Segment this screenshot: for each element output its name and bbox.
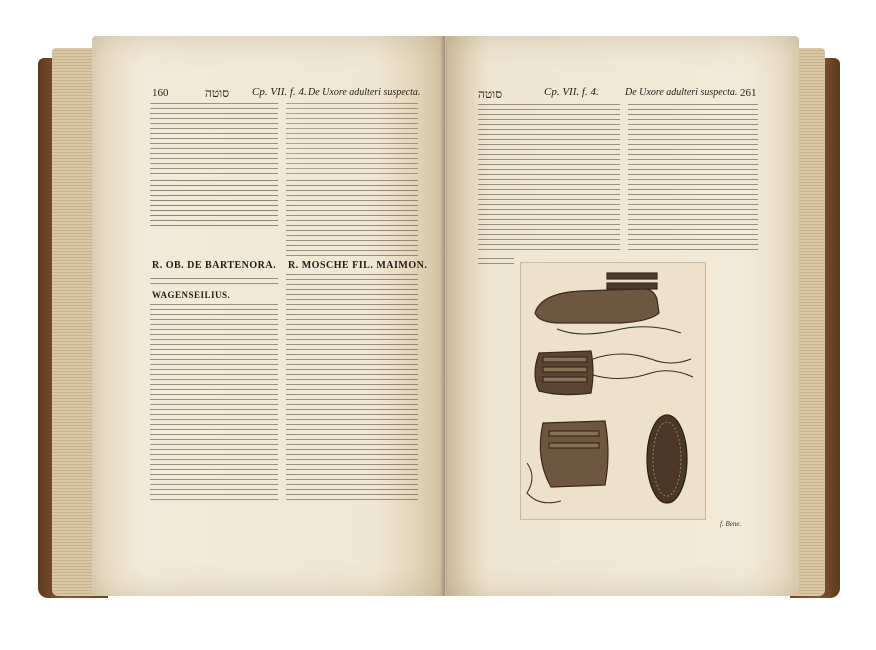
shoe-3-strap (549, 443, 599, 448)
hebrew-line (150, 278, 278, 286)
shoe-engraving (521, 263, 705, 519)
right-page-number: 261 (740, 87, 757, 99)
section-heading-maimon: R. MOSCHE FIL. MAIMON. (288, 260, 428, 271)
shoe-2-strap (543, 377, 587, 382)
right-running-head-hebrew: סוטה (478, 87, 503, 101)
section-heading-bartenora: R. OB. DE BARTENORA. (152, 260, 277, 271)
left-column-text-italic (286, 103, 418, 175)
engraving-plate (520, 262, 706, 520)
commentary-text-right (286, 274, 418, 500)
lace-2 (593, 371, 693, 379)
shoe-2-strap (543, 367, 587, 372)
hebrew-text-block (150, 180, 278, 230)
right-running-head-title: De Uxore adulteri suspecta. (625, 87, 738, 98)
right-page-footer-line (478, 258, 514, 268)
wagenseilius-label: WAGENSEILIUS. (152, 290, 231, 300)
shoe-1-strap (607, 273, 657, 279)
right-page-text-right (628, 104, 758, 254)
lace-1 (557, 327, 681, 334)
shoe-1 (535, 289, 659, 323)
shoe-1-strap (607, 283, 657, 289)
right-running-head-ms: Cp. VII. f. 4. (544, 86, 599, 98)
left-running-head-title: De Uxore adulteri suspecta. (308, 87, 421, 98)
shoe-3-strap (549, 431, 599, 436)
lace-2 (593, 354, 691, 363)
commentary-text-left (150, 304, 278, 500)
plate-caption: f. Bene. (720, 520, 742, 528)
left-column-text (150, 103, 278, 175)
right-column-text (286, 180, 418, 258)
left-page-number: 160 (152, 87, 169, 99)
left-running-head-ms: Cp. VII. f. 4. (252, 86, 307, 98)
right-page-text-left (478, 104, 620, 254)
shoe-2-strap (543, 357, 587, 362)
left-running-head-hebrew: סוטה (205, 86, 230, 100)
